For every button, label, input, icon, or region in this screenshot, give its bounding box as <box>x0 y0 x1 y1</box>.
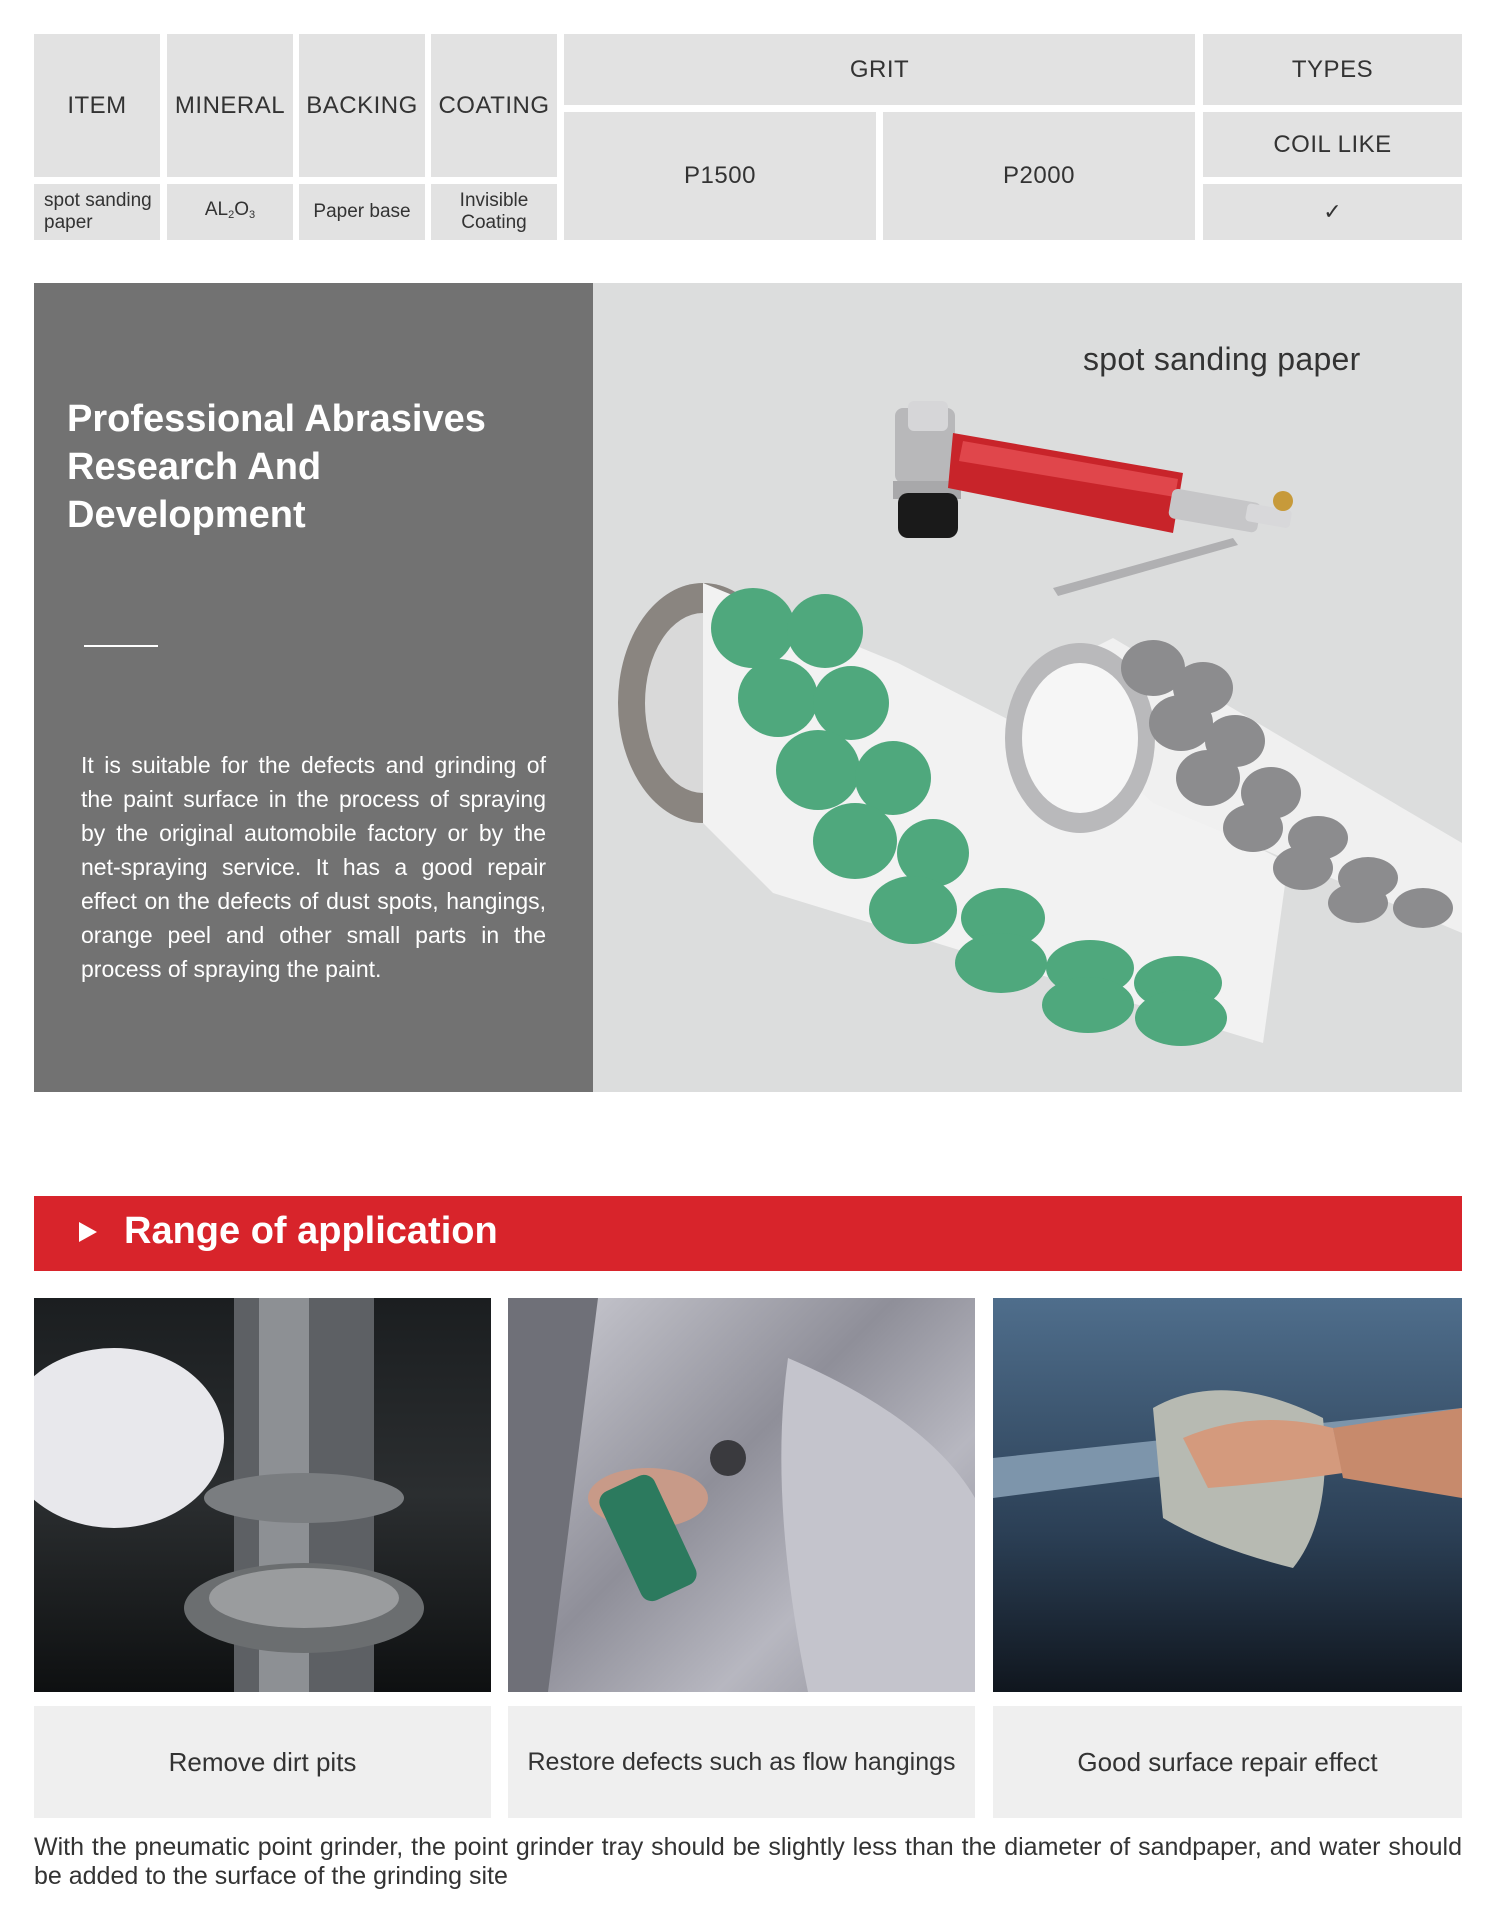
header-coil-like: COIL LIKE <box>1203 112 1462 177</box>
product-label: spot sanding paper <box>1083 341 1361 377</box>
header-coating: COATING <box>431 34 557 177</box>
feature-description: It is suitable for the defects and grinding of the paint surface in the process of spraying by the original automobile factory or by the net-spraying service. It has a good repair effect on the defects of dust spots, hangings, orange peel and other small parts in the process of spraying the paint. <box>81 752 546 982</box>
application-title: Range of application <box>124 1210 498 1252</box>
usage-note: With the pneumatic point grinder, the point grinder tray should be slightly less than the diameter of sandpaper, and water should be added to the surface of the grinding site <box>34 1833 1462 1890</box>
product-illustration <box>593 283 1462 1092</box>
header-mineral: MINERAL <box>167 34 293 177</box>
header-types: TYPES <box>1203 34 1462 105</box>
caption-surface-repair: Good surface repair effect <box>993 1706 1462 1818</box>
photo-remove-dirt-pits <box>34 1298 491 1692</box>
check-icon: ✓ <box>1203 184 1462 240</box>
cell-mineral-value <box>167 184 293 240</box>
cell-item-value: spot sanding paper <box>34 184 160 240</box>
feature-divider <box>84 645 158 647</box>
caption-remove-dirt-pits: Remove dirt pits <box>34 1706 491 1818</box>
cell-grit-p1500: P1500 <box>564 112 876 240</box>
photo-restore-defects <box>508 1298 975 1692</box>
feature-title: Professional Abrasives Research And Development <box>67 398 486 536</box>
cell-coating-value: Invisible Coating <box>431 184 557 240</box>
cell-backing-value: Paper base <box>299 184 425 240</box>
mineral-formula: $AL_2O_3$ <box>204 198 256 221</box>
photo-surface-repair <box>993 1298 1462 1692</box>
caption-restore-defects: Restore defects such as flow hangings <box>508 1706 975 1818</box>
cell-grit-p2000: P2000 <box>883 112 1195 240</box>
product-image-panel <box>593 283 1462 1092</box>
header-grit: GRIT <box>564 34 1195 105</box>
application-banner <box>34 1196 1462 1271</box>
header-backing: BACKING <box>299 34 425 177</box>
header-item: ITEM <box>34 34 160 177</box>
triangle-right-icon <box>79 1222 97 1242</box>
pneumatic-grinder-icon <box>893 401 1293 596</box>
